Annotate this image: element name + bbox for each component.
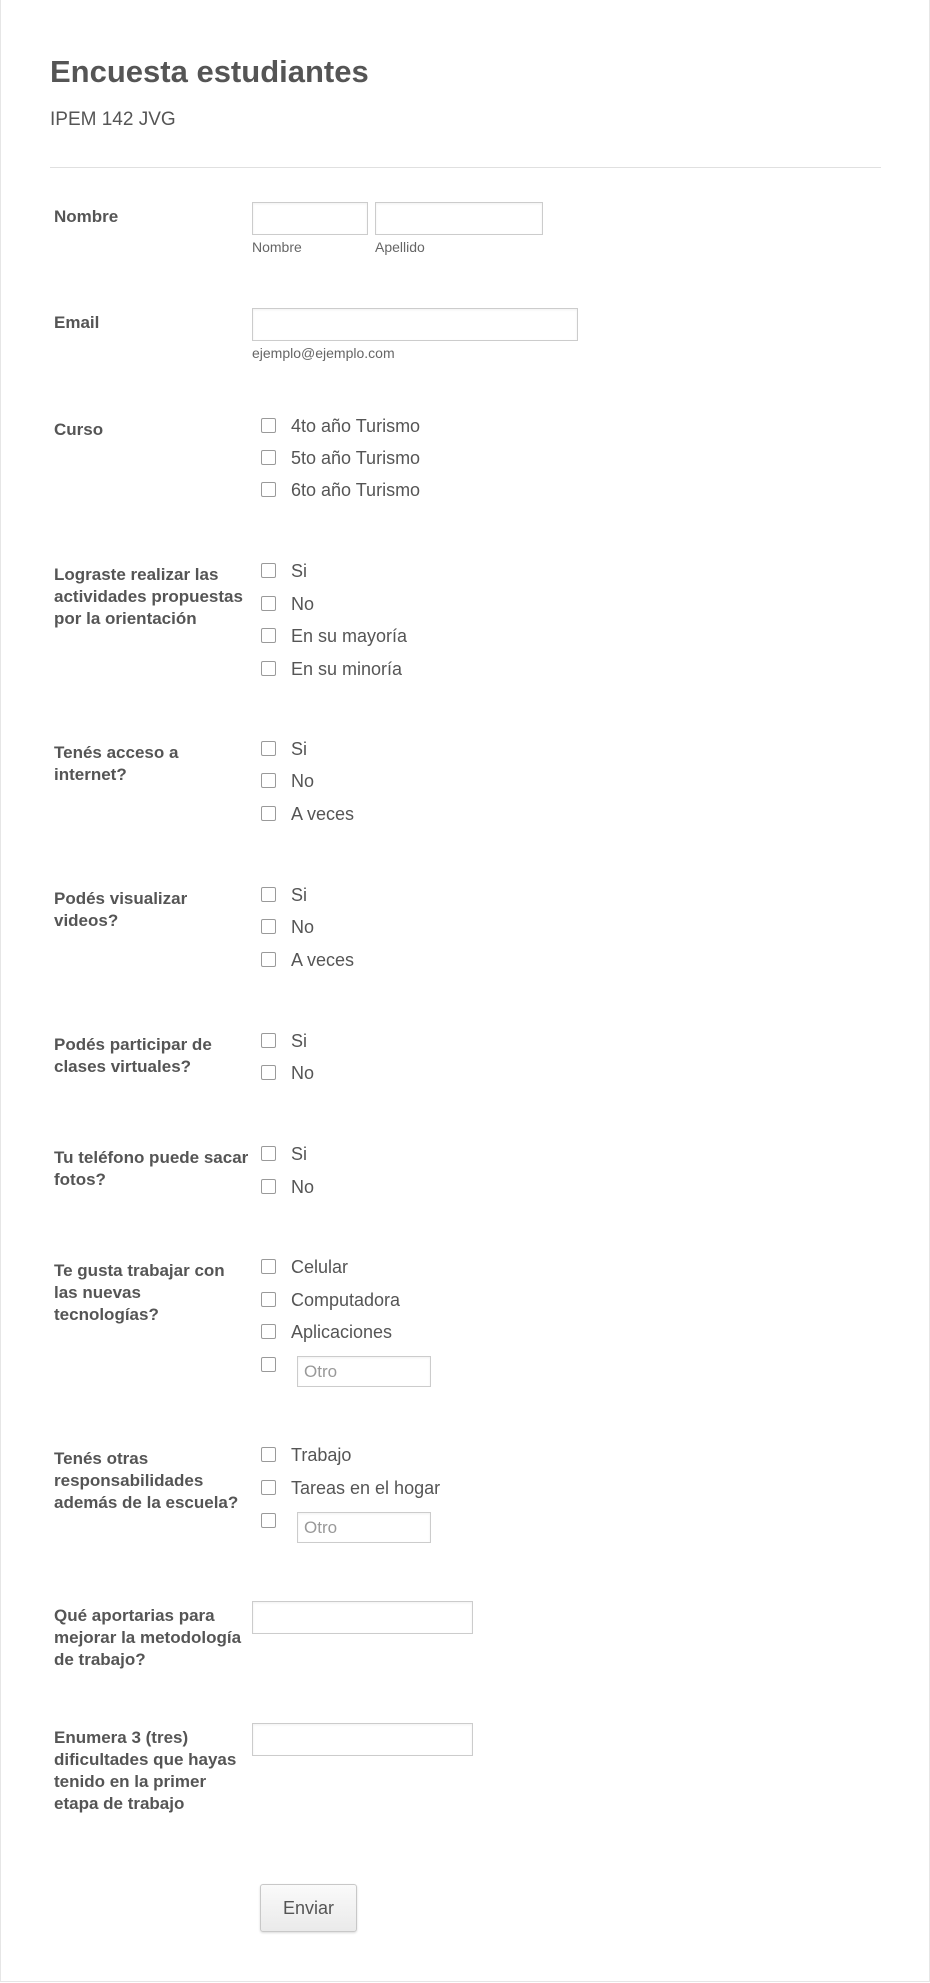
tecnologias-option: Computadora <box>291 1290 401 1310</box>
curso-option: 6to año Turismo <box>291 480 421 500</box>
tecnologias-option: Aplicaciones <box>291 1322 393 1342</box>
curso-checkbox[interactable] <box>261 418 276 433</box>
form-subtitle: IPEM 142 JVG <box>50 109 176 130</box>
internet-label: Tenés acceso a internet? <box>54 743 179 784</box>
clases-label: Podés participar de clases virtuales? <box>54 1035 212 1076</box>
responsabilidades-option: Trabajo <box>291 1445 352 1465</box>
tecnologias-other-checkbox[interactable] <box>261 1357 276 1372</box>
clases-option: Si <box>291 1031 308 1051</box>
clases-option: No <box>291 1063 315 1083</box>
first-name-input[interactable] <box>252 202 368 235</box>
tecnologias-checkbox[interactable] <box>261 1259 276 1274</box>
actividades-label: Lograste realizar las actividades propuestas por la orientación <box>54 565 243 628</box>
fotos-label: Tu teléfono puede sacar fotos? <box>54 1148 249 1189</box>
actividades-checkbox[interactable] <box>261 596 276 611</box>
last-name-sublabel: Apellido <box>375 239 425 255</box>
responsabilidades-other-checkbox[interactable] <box>261 1513 276 1528</box>
fotos-checkbox[interactable] <box>261 1179 276 1194</box>
fotos-checkbox[interactable] <box>261 1146 276 1161</box>
curso-option: 5to año Turismo <box>291 448 421 468</box>
internet-option: No <box>291 771 315 791</box>
fotos-option: No <box>291 1177 315 1197</box>
internet-option: Si <box>291 739 308 759</box>
submit-button[interactable]: Enviar <box>260 1884 357 1932</box>
curso-checkbox[interactable] <box>261 450 276 465</box>
tecnologias-checkbox[interactable] <box>261 1292 276 1307</box>
internet-checkbox[interactable] <box>261 806 276 821</box>
tecnologias-option: Celular <box>291 1257 349 1277</box>
actividades-checkbox[interactable] <box>261 563 276 578</box>
aportes-label: Qué aportarias para mejorar la metodología de trabajo? <box>54 1606 242 1669</box>
curso-option: 4to año Turismo <box>291 416 421 436</box>
responsabilidades-other-input[interactable] <box>297 1512 431 1543</box>
actividades-option: En su mayoría <box>291 626 408 646</box>
clases-checkbox[interactable] <box>261 1033 276 1048</box>
tecnologias-label: Te gusta trabajar con las nuevas tecnologías? <box>54 1261 225 1324</box>
dificultades-label: Enumera 3 (tres) dificultades que hayas tenido en la primer etapa de trabajo <box>54 1728 237 1813</box>
actividades-option: No <box>291 594 315 614</box>
email-input[interactable] <box>252 308 578 341</box>
videos-option: No <box>291 917 315 937</box>
tecnologias-other-input[interactable] <box>297 1356 431 1387</box>
dificultades-input[interactable] <box>252 1723 473 1756</box>
actividades-option: En su minoría <box>291 659 403 679</box>
videos-label: Podés visualizar videos? <box>54 889 188 930</box>
last-name-input[interactable] <box>375 202 543 235</box>
internet-checkbox[interactable] <box>261 773 276 788</box>
curso-checkbox[interactable] <box>261 482 276 497</box>
responsabilidades-checkbox[interactable] <box>261 1480 276 1495</box>
videos-checkbox[interactable] <box>261 887 276 902</box>
email-label: Email <box>54 313 100 332</box>
internet-option: A veces <box>291 804 355 824</box>
internet-checkbox[interactable] <box>261 741 276 756</box>
actividades-option: Si <box>291 561 308 581</box>
header-divider <box>50 167 881 168</box>
name-label: Nombre <box>54 207 119 226</box>
videos-checkbox[interactable] <box>261 952 276 967</box>
clases-checkbox[interactable] <box>261 1065 276 1080</box>
first-name-sublabel: Nombre <box>252 239 302 255</box>
email-sublabel: ejemplo@ejemplo.com <box>252 345 395 361</box>
responsabilidades-checkbox[interactable] <box>261 1447 276 1462</box>
videos-checkbox[interactable] <box>261 919 276 934</box>
aportes-input[interactable] <box>252 1601 473 1634</box>
videos-option: Si <box>291 885 308 905</box>
actividades-checkbox[interactable] <box>261 661 276 676</box>
form-title: Encuesta estudiantes <box>50 54 369 89</box>
actividades-checkbox[interactable] <box>261 628 276 643</box>
videos-option: A veces <box>291 950 355 970</box>
curso-label: Curso <box>54 420 104 439</box>
fotos-option: Si <box>291 1144 308 1164</box>
responsabilidades-option: Tareas en el hogar <box>291 1478 441 1498</box>
tecnologias-checkbox[interactable] <box>261 1324 276 1339</box>
responsabilidades-label: Tenés otras responsabilidades además de la escuela? <box>54 1449 239 1512</box>
